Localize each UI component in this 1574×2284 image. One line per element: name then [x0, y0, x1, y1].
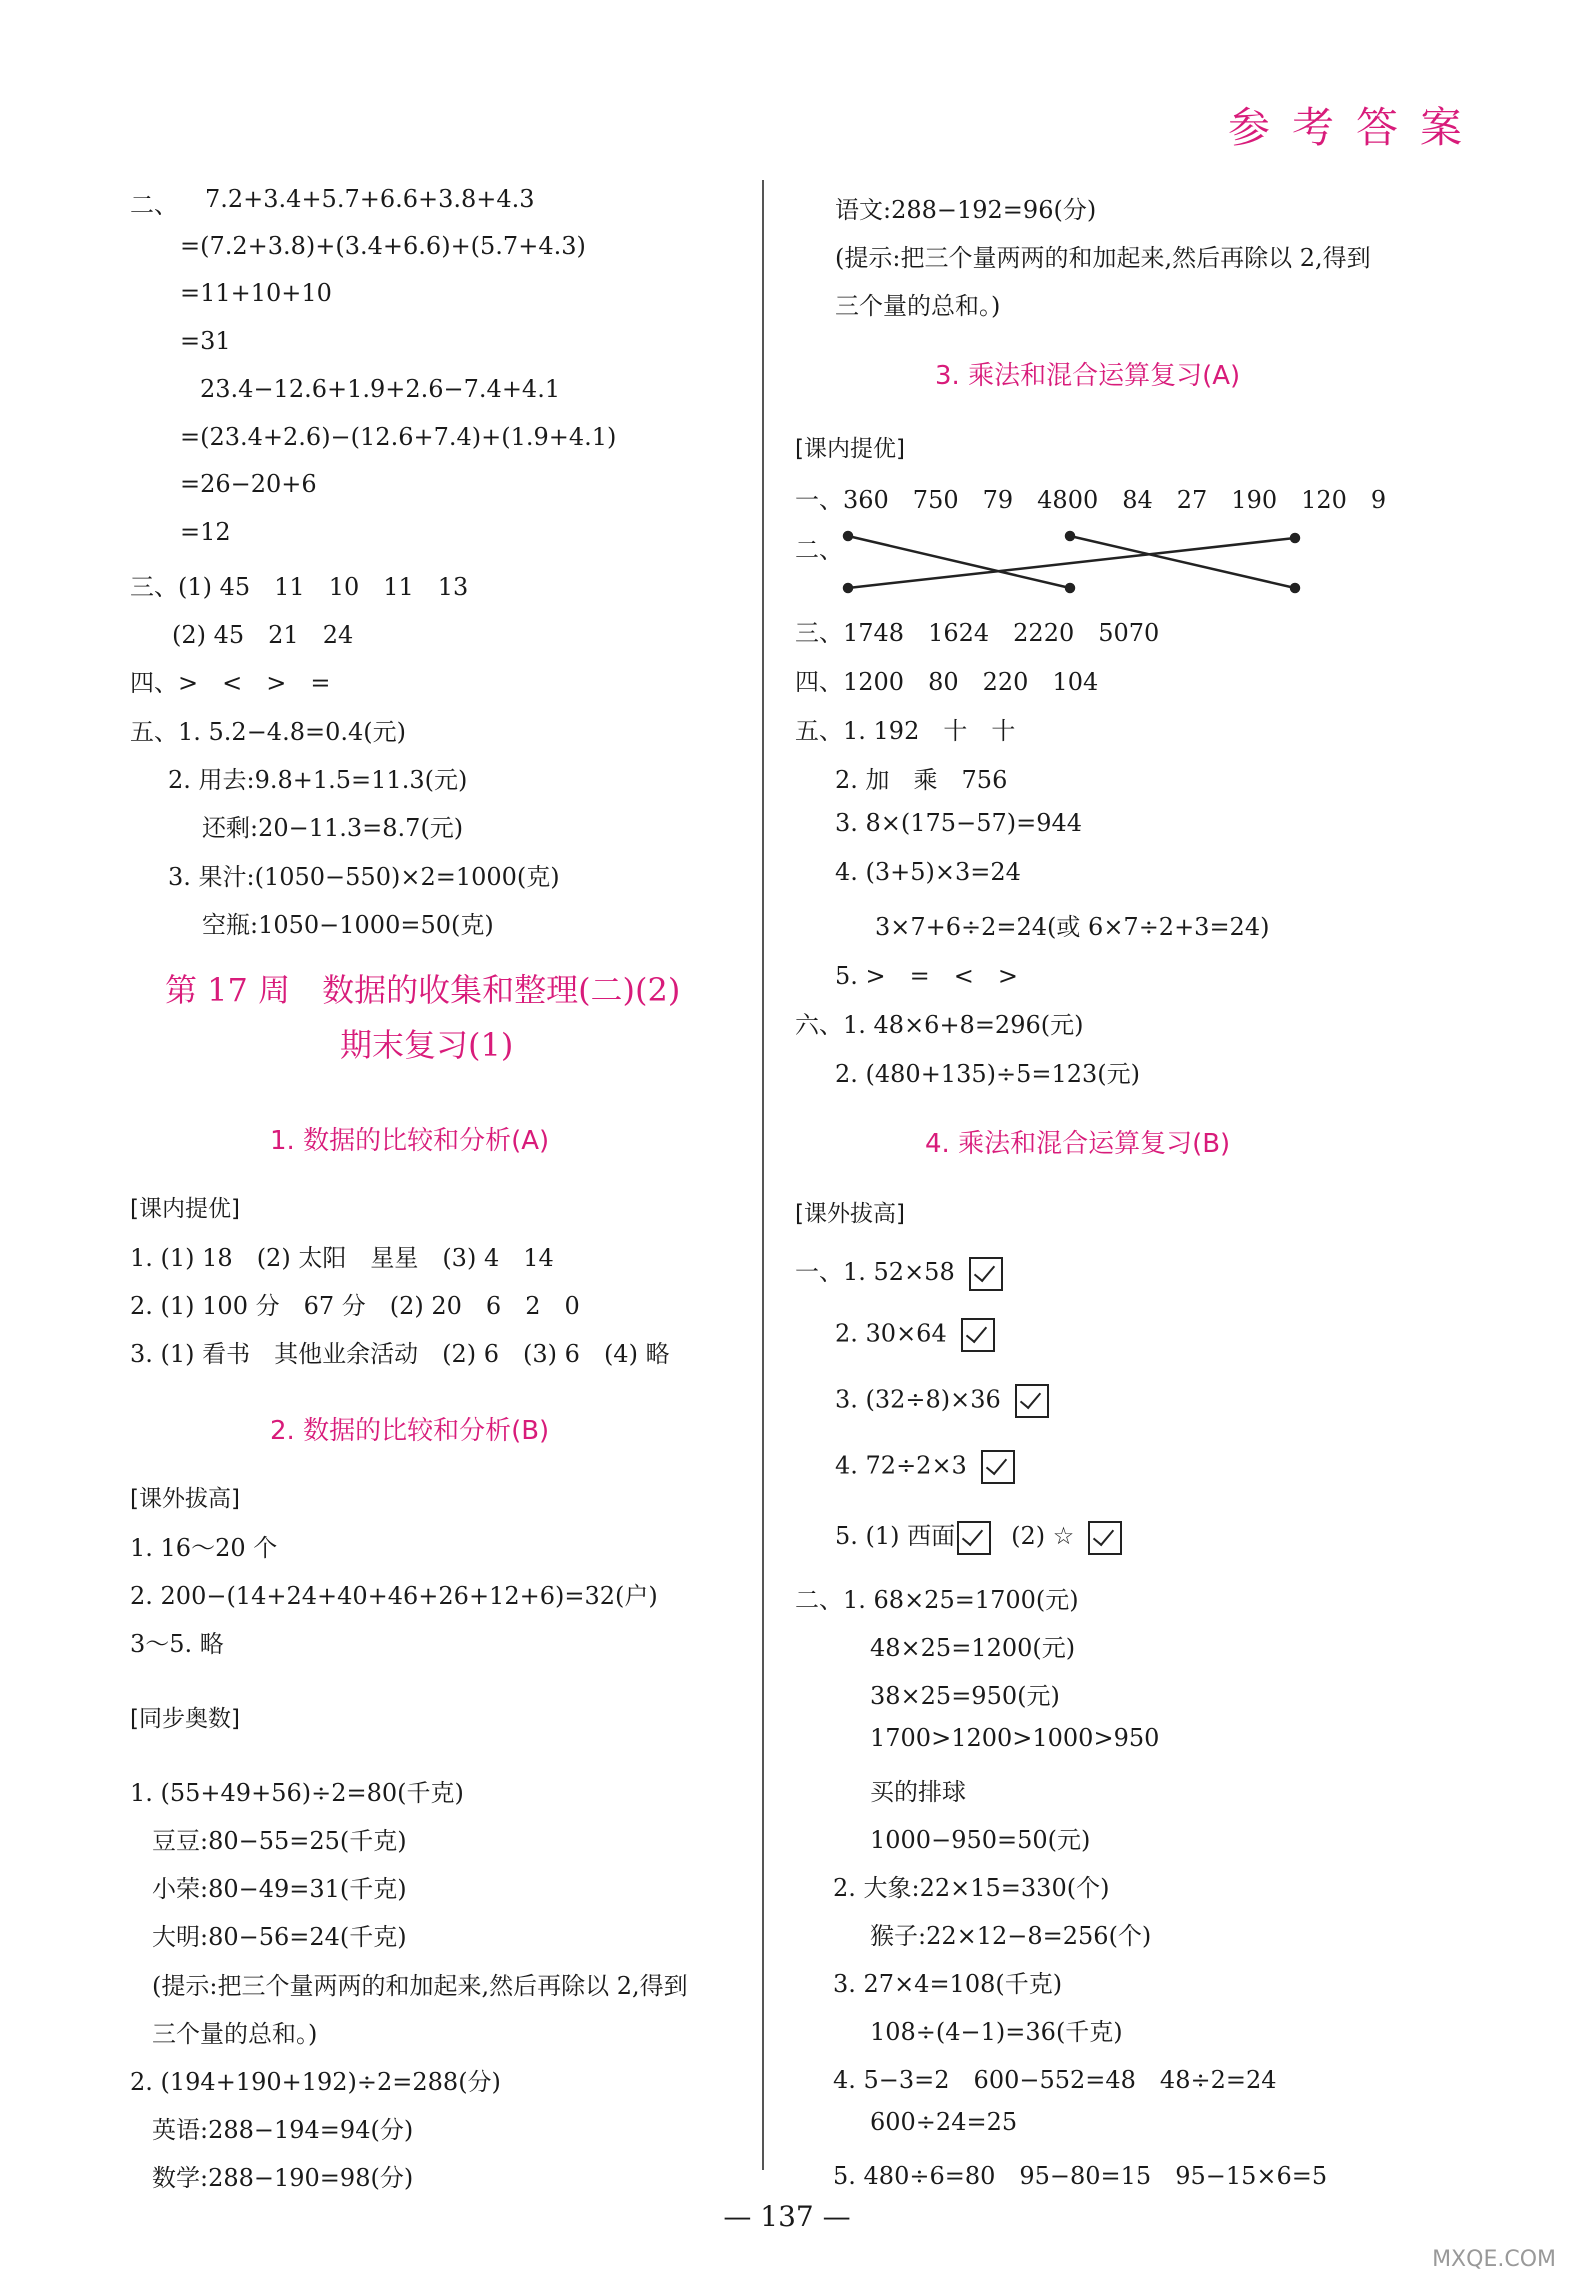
answer-line: 1. (55+49+56)÷2=80(千克)	[130, 1779, 464, 1807]
watermark: MXQE.COM	[1432, 2247, 1556, 2272]
match-line	[848, 538, 1295, 588]
answer-line: 三个量的总和。)	[835, 292, 1001, 320]
answer-line	[835, 1516, 1122, 1555]
answer-line	[835, 1450, 1015, 1484]
answer-line: 3. 果汁:(1050−550)×2=1000(克)	[168, 863, 560, 891]
answer-line: 2. 大象:22×15=330(个)	[833, 1874, 1110, 1902]
answer-line: 3～5. 略	[130, 1630, 224, 1658]
answer-line: 数学:288−190=98(分)	[152, 2164, 414, 2192]
answer-text: 2. 30×64	[835, 1319, 947, 1348]
answer-line	[835, 1318, 995, 1352]
answer-line: 买的排球	[870, 1778, 966, 1806]
match-dot	[1066, 584, 1074, 592]
section-tag: [同步奥数]	[130, 1706, 240, 1732]
answer-line: =12	[180, 518, 231, 546]
answer-line: 4. (3+5)×3=24	[835, 858, 1021, 886]
answer-line: 5. > = < >	[835, 962, 1018, 990]
answer-line: 2. 用去:9.8+1.5=11.3(元)	[168, 766, 468, 794]
section-tag: [课外拔高]	[795, 1201, 905, 1227]
match-line	[1070, 536, 1295, 588]
answer-line: 1. (1) 18 (2) 太阳 星星 (3) 4 14	[130, 1244, 554, 1272]
answer-line: 二、1. 68×25=1700(元)	[795, 1586, 1079, 1614]
answer-line: 2. (194+190+192)÷2=288(分)	[130, 2068, 501, 2096]
match-dot	[1291, 584, 1299, 592]
answer-line: 二、	[795, 536, 843, 564]
chapter-subtitle: 期末复习(1)	[340, 1026, 514, 1064]
answer-line: =31	[180, 327, 231, 355]
answer-line: =26−20+6	[180, 470, 317, 498]
answer-line: 一、360 750 79 4800 84 27 190 120 9	[795, 486, 1387, 514]
answer-text: 3. (32÷8)×36	[835, 1385, 1001, 1414]
answer-line	[795, 1252, 1003, 1291]
answer-line: 二、	[130, 191, 178, 219]
answer-line: 2. (480+135)÷5=123(元)	[835, 1060, 1141, 1088]
section-tag: [课内提优]	[130, 1196, 240, 1222]
answer-line: =(23.4+2.6)−(12.6+7.4)+(1.9+4.1)	[180, 423, 617, 451]
answer-line: 7.2+3.4+5.7+6.6+3.8+4.3	[205, 185, 535, 213]
answer-line: 5. 480÷6=80 95−80=15 95−15×6=5	[833, 2162, 1328, 2190]
answer-line: 还剩:20−11.3=8.7(元)	[202, 814, 464, 842]
answer-line: =11+10+10	[180, 279, 332, 307]
answer-text: 5. (1) 西面	[835, 1522, 956, 1550]
section-tag: [课内提优]	[795, 436, 905, 462]
answer-line: (提示:把三个量两两的和加起来,然后再除以 2,得到	[835, 244, 1371, 272]
answer-line: 3×7+6÷2=24(或 6×7÷2+3=24)	[875, 913, 1270, 941]
answer-line: 3. (1) 看书 其他业余活动 (2) 6 (3) 6 (4) 略	[130, 1340, 670, 1368]
answer-text: 4. 72÷2×3	[835, 1451, 967, 1480]
answer-line: 3. 8×(175−57)=944	[835, 809, 1083, 837]
answer-line: 2. 加 乘 756	[835, 766, 1008, 794]
check-icon	[1015, 1384, 1049, 1418]
match-dot	[844, 584, 852, 592]
check-icon	[957, 1521, 991, 1555]
check-icon	[969, 1257, 1003, 1291]
answer-line: =(7.2+3.8)+(3.4+6.6)+(5.7+4.3)	[180, 232, 586, 260]
answer-line: 三个量的总和。)	[152, 2020, 318, 2048]
answer-line: 23.4−12.6+1.9+2.6−7.4+4.1	[200, 375, 561, 403]
match-dot	[1066, 532, 1074, 540]
column-divider	[762, 180, 764, 2170]
answer-line: 2. 200−(14+24+40+46+26+12+6)=32(户)	[130, 1582, 658, 1610]
answer-line: 38×25=950(元)	[870, 1682, 1060, 1710]
answer-line: 108÷(4−1)=36(千克)	[870, 2018, 1123, 2046]
answer-line: 1. 16～20 个	[130, 1534, 278, 1562]
answer-line: 1700>1200>1000>950	[870, 1724, 1160, 1752]
answer-line: 空瓶:1050−1000=50(克)	[202, 911, 494, 939]
answer-line	[835, 1384, 1049, 1418]
match-line	[848, 536, 1070, 588]
match-dot	[1291, 534, 1299, 542]
match-dot	[844, 532, 852, 540]
answer-line: 三、1748 1624 2220 5070	[795, 619, 1160, 647]
answer-line: 猴子:22×12−8=256(个)	[870, 1922, 1152, 1950]
answer-line: 五、1. 5.2−4.8=0.4(元)	[130, 718, 406, 746]
section-title: 4. 乘法和混合运算复习(B)	[925, 1129, 1231, 1159]
answer-line: 4. 5−3=2 600−552=48 48÷2=24	[833, 2066, 1277, 2094]
answer-line: 英语:288−194=94(分)	[152, 2116, 414, 2144]
answer-line: 五、1. 192 十 十	[795, 717, 1016, 745]
section-title: 1. 数据的比较和分析(A)	[270, 1126, 550, 1156]
answer-line: (2) 45 21 24	[172, 621, 354, 649]
matching-lines-diagram	[840, 528, 1310, 598]
answer-line: 语文:288−192=96(分)	[835, 196, 1097, 224]
answer-line: 四、> < > =	[130, 669, 331, 697]
answer-text: (2) ☆	[1011, 1522, 1075, 1550]
answer-line: (提示:把三个量两两的和加起来,然后再除以 2,得到	[152, 1972, 688, 2000]
answer-line: 三、(1) 45 11 10 11 13	[130, 573, 469, 601]
answer-line: 豆豆:80−55=25(千克)	[152, 1827, 407, 1855]
check-icon	[961, 1318, 995, 1352]
check-icon	[1088, 1521, 1122, 1555]
answer-line: 3. 27×4=108(千克)	[833, 1970, 1063, 1998]
section-tag: [课外拔高]	[130, 1486, 240, 1512]
chapter-title: 第 17 周 数据的收集和整理(二)(2)	[165, 971, 681, 1009]
page-number: — 137 —	[723, 2200, 851, 2233]
answer-line: 六、1. 48×6+8=296(元)	[795, 1011, 1084, 1039]
answer-line: 大明:80−56=24(千克)	[152, 1923, 407, 1951]
answer-text: 一、1. 52×58	[795, 1258, 955, 1286]
section-title: 3. 乘法和混合运算复习(A)	[935, 361, 1241, 391]
answer-line: 小荣:80−49=31(千克)	[152, 1875, 407, 1903]
section-title: 2. 数据的比较和分析(B)	[270, 1416, 550, 1446]
answer-line: 600÷24=25	[870, 2108, 1018, 2136]
answer-line: 48×25=1200(元)	[870, 1634, 1076, 1662]
check-icon	[981, 1450, 1015, 1484]
answer-line: 1000−950=50(元)	[870, 1826, 1091, 1854]
answer-line: 2. (1) 100 分 67 分 (2) 20 6 2 0	[130, 1292, 580, 1320]
answer-line: 四、1200 80 220 104	[795, 668, 1099, 696]
page-header: 参考答案	[1227, 103, 1484, 152]
